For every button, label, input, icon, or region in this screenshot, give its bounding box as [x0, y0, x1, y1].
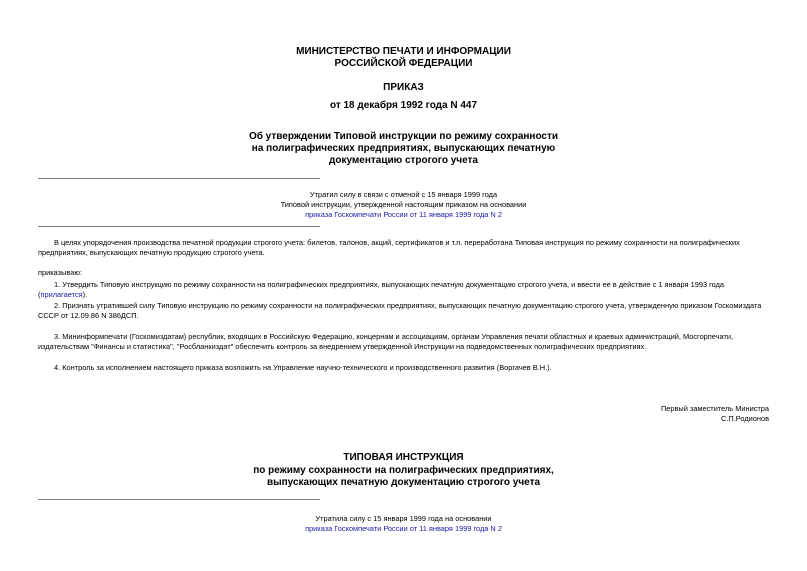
ministry-line-2: РОССИЙСКОЙ ФЕДЕРАЦИИ — [334, 58, 473, 69]
appendix-link[interactable]: прилагается — [40, 290, 83, 299]
divider — [38, 226, 320, 227]
subject-line-1: Об утверждении Типовой инструкции по режиму сохранности — [248, 131, 559, 142]
signature-name: С.П.Родионов — [721, 414, 769, 423]
repeal-note-link[interactable]: приказа Госкомпечати России от 11 января 1999 года N 2 — [305, 210, 502, 219]
instruction-subtitle-line-2: выпускающих печатную документацию строгого учета — [266, 477, 541, 488]
intro-paragraph: В целях упорядочения производства печатной продукции строгого учета: билетов, талонов, акций, сертификатов и т.п. переработана Типовая инструкция по режиму сохранности на полиграфических предприятиях, выпускающих печатную продукцию строгого учета. — [38, 238, 740, 257]
repeal-note-line-2: Типовой инструкции, утвержденной настоящим приказом на основании — [280, 200, 527, 209]
order-item-1-text: 1. Утвердить Типовую инструкцию по режиму сохранности на полиграфических предприятиях, выпускающих печатную документацию строгого учета, и ввести ее в действие с 1 января 1993 года ( — [38, 280, 725, 299]
order-item-2: 2. Признать утратившей силу Типовую инструкцию по режиму сохранности на полиграфических предприятиях, выпускающих печатную документацию строгого учета, утвержденную приказом Госкомиздата СССР от 12.09.86 N 386ДСП. — [38, 301, 762, 320]
signature-position: Первый заместитель Министра — [660, 404, 769, 413]
instruction-title: ТИПОВАЯ ИНСТРУКЦИЯ — [343, 452, 464, 463]
divider — [38, 499, 320, 500]
divider — [38, 178, 320, 179]
order-subject — [0, 131, 807, 167]
order-item-1 — [38, 280, 770, 300]
instruction-repeal-note-line-1: Утратила силу с 15 января 1999 года на основании — [315, 514, 492, 523]
repeal-note — [0, 190, 807, 220]
instruction-subtitle-line-1: по режиму сохранности на полиграфических предприятиях, — [253, 465, 554, 476]
signature-block — [661, 404, 769, 424]
order-word: ПРИКАЗ — [383, 82, 424, 93]
subject-line-3: документацию строгого учета — [329, 155, 478, 166]
subject-line-2: на полиграфических предприятиях, выпускающих печатную — [251, 143, 556, 154]
order-verb: приказываю: — [38, 268, 82, 277]
ministry-title — [0, 46, 807, 70]
instruction-repeal-note — [0, 514, 807, 534]
order-item-3: 3. Мининформпечати (Госкомиздатам) республик, входящих в Российскую Федерацию, концернам и ассоциациям, органам Управления печати областных и краевых администраций, Мосгорпечати, издательствам "Финансы и статистика", "Росбланкиздат" обеспечить контроль за внедрением утвержденной Инструкции на подведомственных полиграфических предприятиях. — [38, 332, 734, 351]
order-item-4: 4. Контроль за исполнением настоящего приказа возложить на Управление научно-технического и производственного развития (Воргачев В.Н.). — [54, 363, 552, 372]
repeal-note-line-1: Утратил силу в связи с отменой с 15 января 1999 года — [309, 190, 498, 199]
order-date: от 18 декабря 1992 года N 447 — [329, 100, 478, 111]
order-item-1-end: ). — [82, 290, 88, 299]
ministry-line-1: МИНИСТЕРСТВО ПЕЧАТИ И ИНФОРМАЦИИ — [296, 46, 511, 57]
instruction-subtitle — [0, 465, 807, 489]
instruction-repeal-note-link[interactable]: приказа Госкомпечати России от 11 января 1999 года N 2 — [305, 524, 502, 533]
